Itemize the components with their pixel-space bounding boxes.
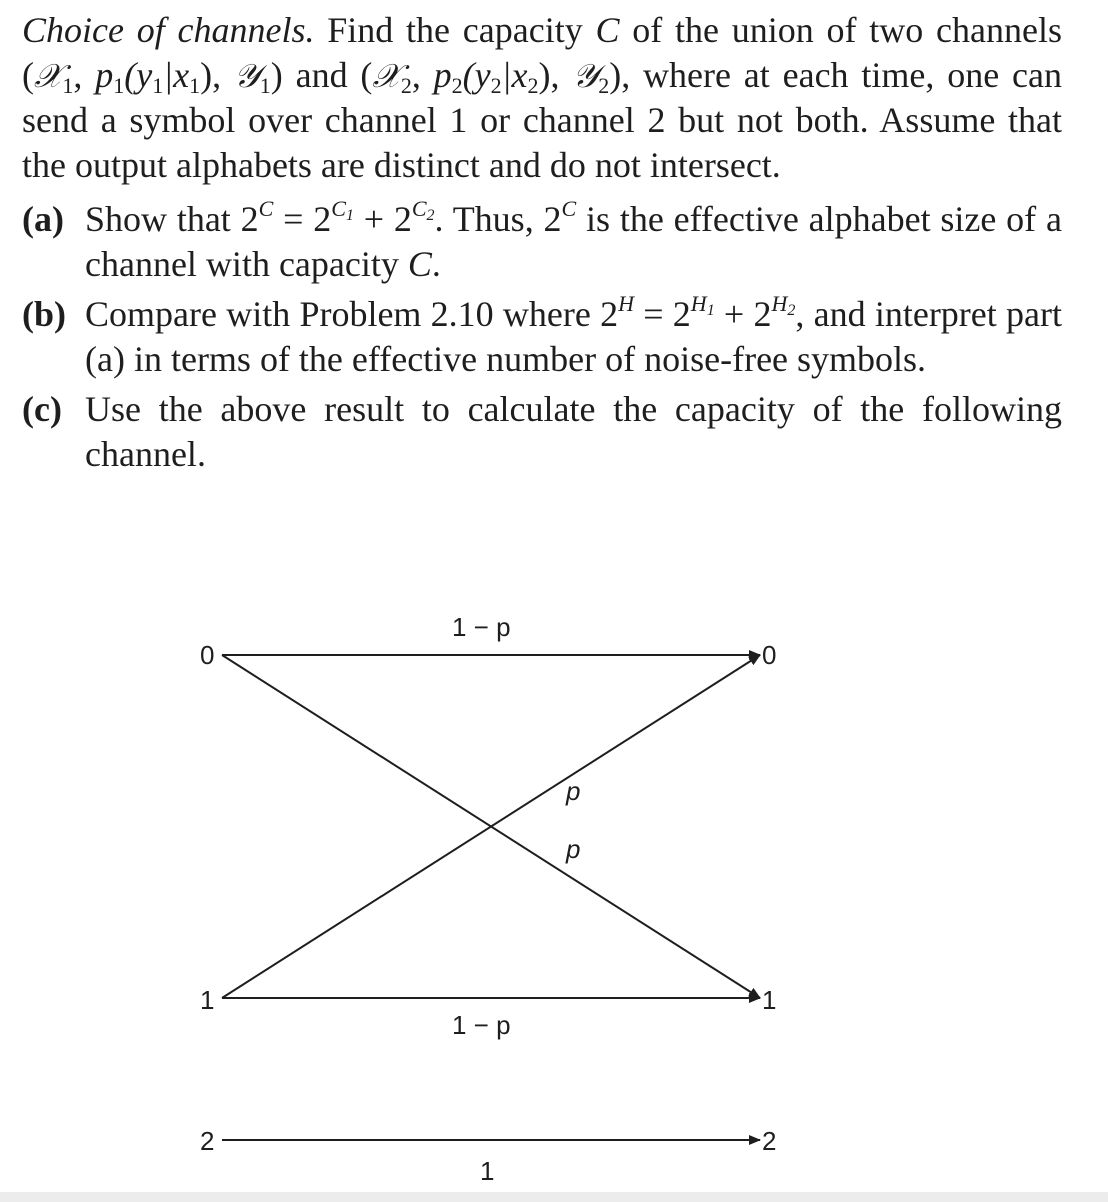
capacity-symbol: C (595, 10, 620, 50)
output-label-2: 2 (762, 1126, 777, 1156)
edge-label-bottom: 1 (480, 1156, 495, 1186)
superscript: C2 (411, 196, 435, 224)
problem-intro (22, 8, 1062, 187)
subscript: 1 (259, 72, 271, 98)
comma: , (411, 54, 434, 95)
equals: = 2 (634, 294, 691, 334)
equals: = 2 (273, 199, 332, 239)
subscript: 2 (490, 72, 502, 98)
intro-text-1: Find the capacity (314, 10, 596, 50)
part-b (22, 292, 1062, 381)
input-alphabet-1: 𝒳 (34, 55, 63, 95)
transition-prob-1: p (95, 54, 114, 95)
part-text: Compare with Problem 2.10 where 2 (85, 294, 619, 334)
superscript: C1 (331, 196, 354, 224)
subscript: 2 (451, 72, 463, 98)
intro-text-3: ), where at each time, one can send a symbol over channel 1 or channel 2 but not both. Assume that the output alphabets are distinct and do not intersect. (22, 54, 1062, 185)
args-2: (y (462, 54, 491, 95)
given-1: |x (163, 54, 190, 95)
part-c (22, 387, 1062, 476)
superscript: C (258, 196, 274, 221)
part-text: Show that 2 (85, 199, 259, 239)
capacity-symbol: C (407, 243, 432, 284)
plus: + 2 (714, 294, 772, 334)
superscript: C (561, 196, 577, 221)
subscript: 1 (62, 72, 74, 98)
superscript: H2 (771, 291, 796, 319)
intro-text-2: of the union of two channels ( (22, 10, 1063, 95)
and-text: ) and ( (270, 54, 373, 95)
subscript: 2 (400, 72, 412, 98)
superscript: H (618, 291, 634, 316)
channel-diagram (0, 600, 1108, 1202)
edge-label-top: 1 − p (452, 612, 511, 642)
period: . (431, 243, 441, 284)
part-label: (a) (22, 199, 64, 239)
problem-title: Choice of channels. (22, 10, 315, 50)
output-label-0: 0 (762, 640, 777, 670)
superscript: H1 (690, 291, 715, 319)
close-1: ), (200, 54, 234, 95)
output-label-1: 1 (762, 985, 777, 1015)
part-text: . Thus, 2 (434, 199, 562, 239)
subscript: 1 (113, 72, 125, 98)
input-label-1: 1 (200, 985, 215, 1015)
bottom-edge-strip (0, 1192, 1108, 1202)
part-label: (c) (22, 389, 62, 429)
given-2: |x (501, 54, 528, 95)
plus: + 2 (353, 199, 412, 239)
problem-parts (22, 197, 1062, 476)
part-label: (b) (22, 294, 66, 334)
edge-label-middle: 1 − p (452, 1010, 511, 1040)
edge-label-cross-down: p (566, 776, 581, 806)
part-text: Use the above result to calculate the capacity of the following channel. (85, 389, 1062, 474)
subscript: 1 (189, 72, 201, 98)
comma: , (73, 54, 96, 95)
input-label-0: 0 (200, 640, 215, 670)
transition-prob-2: p (433, 54, 452, 95)
close-2: ), (538, 54, 573, 95)
subscript: 2 (598, 72, 610, 98)
args-1: (y (124, 54, 153, 95)
input-alphabet-2: 𝒳 (372, 55, 401, 95)
subscript: 2 (527, 72, 539, 98)
part-text: is the effective alphabet size of a channel with capacity (85, 199, 1062, 284)
edge-label-cross-up: p (566, 834, 581, 864)
input-label-2: 2 (200, 1126, 215, 1156)
output-alphabet-1: 𝒴 (233, 55, 260, 95)
part-a (22, 197, 1062, 286)
output-alphabet-2: 𝒴 (572, 55, 599, 95)
subscript: 1 (152, 72, 164, 98)
part-text: , and interpret part (a) in terms of the effective number of noise-free symbols. (85, 294, 1062, 379)
problem-text (22, 8, 1062, 482)
